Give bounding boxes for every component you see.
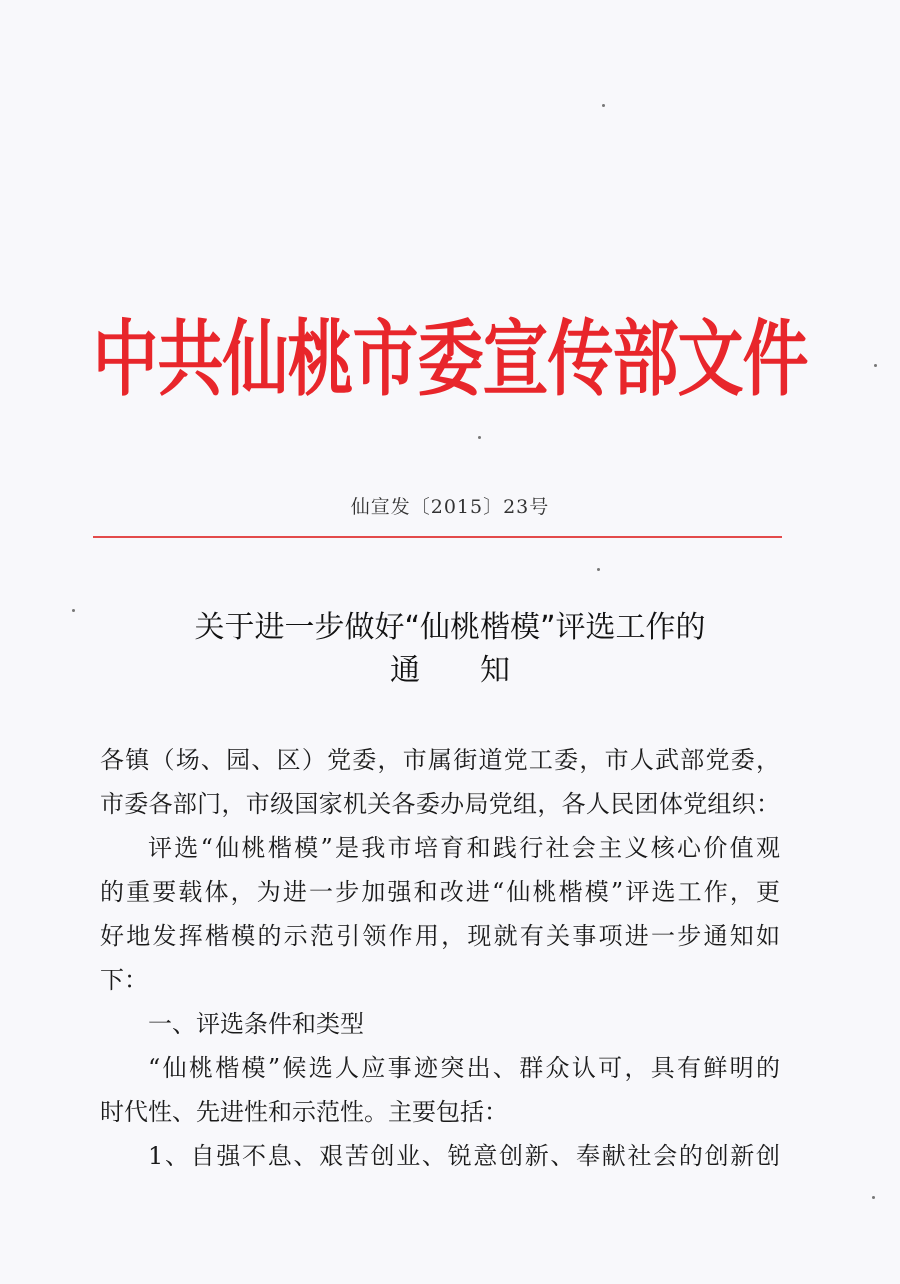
paragraph-line: 的重要载体，为进一步加强和改进“仙桃楷模”评选工作，更 xyxy=(100,878,780,906)
section-heading: 一、评选条件和类型 xyxy=(148,1010,364,1038)
notice-title-line-2: 通 知 xyxy=(390,653,510,688)
addressee-line: 各镇（场、园、区）党委，市属街道党工委，市人武部党委， xyxy=(100,746,780,774)
list-item-line: 1、自强不息、艰苦创业、锐意创新、奉献社会的创新创 xyxy=(148,1142,780,1170)
scan-speck xyxy=(872,1196,875,1199)
paragraph-line: “仙桃楷模”候选人应事迹突出、群众认可，具有鲜明的 xyxy=(148,1054,780,1082)
notice-title-line-1: 关于进一步做好“仙桃楷模”评选工作的 xyxy=(194,610,706,645)
paragraph-line: 时代性、先进性和示范性。主要包括： xyxy=(100,1098,508,1126)
header-divider xyxy=(93,536,782,538)
scan-speck xyxy=(597,568,600,571)
paragraph-line: 下： xyxy=(100,966,148,994)
document-number: 仙宣发〔2015〕23号 xyxy=(350,496,550,518)
scan-speck xyxy=(602,104,605,107)
scan-speck xyxy=(874,364,877,367)
scan-speck xyxy=(72,609,75,612)
paragraph-line: 好地发挥楷模的示范引领作用，现就有关事项进一步通知如 xyxy=(100,922,780,950)
paragraph-line: 评选“仙桃楷模”是我市培育和践行社会主义核心价值观 xyxy=(148,834,780,862)
document-header-title: 中共仙桃市委宣传部文件 xyxy=(92,309,808,408)
addressee-line: 市委各部门，市级国家机关各委办局党组，各人民团体党组织： xyxy=(100,790,780,818)
document-body xyxy=(100,738,780,1178)
scan-speck xyxy=(478,436,481,439)
